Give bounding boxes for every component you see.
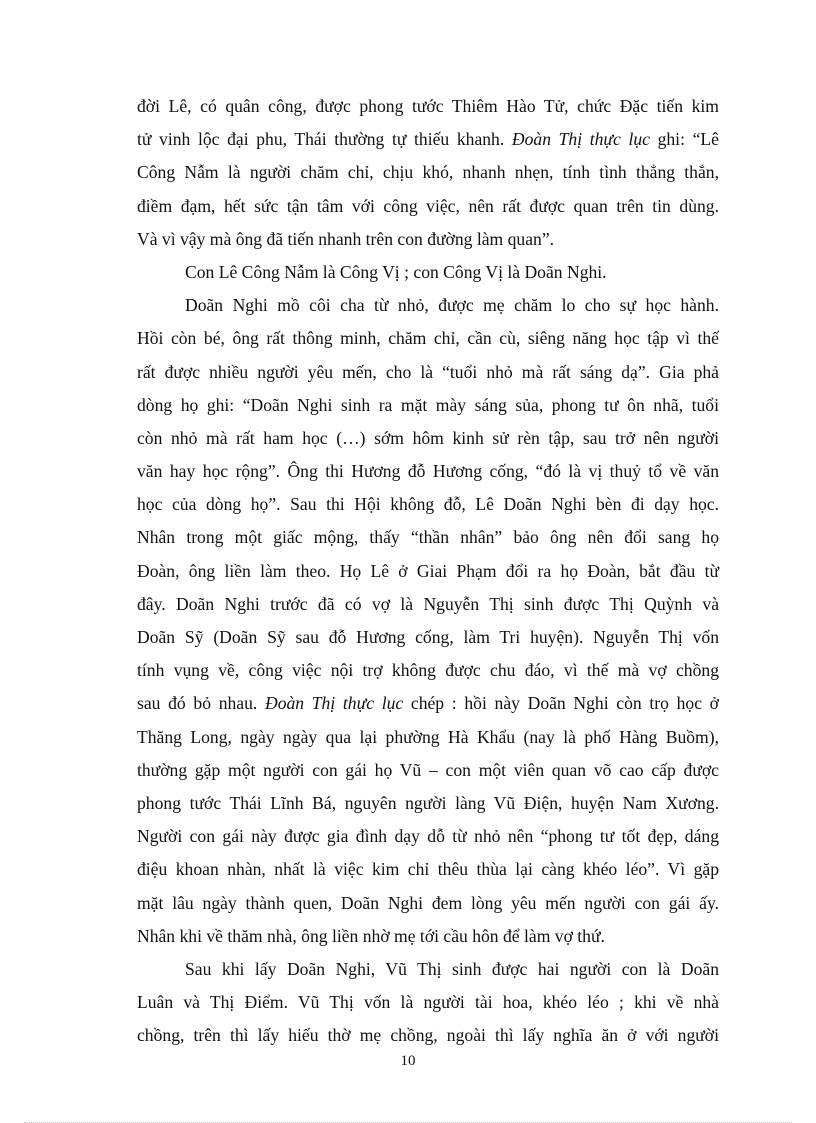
- text-run: sau đó bỏ nhau.: [137, 693, 265, 714]
- text-run: tử vinh lộc đại phu, Thái thường tự thiếu khanh.: [137, 129, 512, 150]
- paragraph-4: [137, 953, 719, 1053]
- text-run: chép : hồi này Doãn Nghi còn trọ học ở: [403, 693, 719, 714]
- text-line: Hồi còn bé, ông rất thông minh, chăm chỉ, cần cù, siêng năng học tập vì thế: [137, 328, 719, 349]
- text-line: Và vì vậy mà ông đã tiến nhanh trên con đường làm quan”.: [137, 228, 555, 249]
- text-line: phong tước Thái Lĩnh Bá, nguyên người làng Vũ Điện, huyện Nam Xương.: [137, 792, 719, 813]
- text-line: Đoàn, ông liền làm theo. Họ Lê ở Giai Phạm đổi ra họ Đoàn, bắt đầu từ: [137, 560, 719, 581]
- text-line: Luân và Thị Điểm. Vũ Thị vốn là người tài hoa, khéo léo ; khi về nhà: [137, 992, 719, 1013]
- paragraph-1: [137, 90, 719, 256]
- text-line: Sau khi lấy Doãn Nghi, Vũ Thị sinh được hai người con là Doãn: [185, 958, 719, 979]
- text-line: Người con gái này được gia đình dạy dỗ từ nhỏ nên “phong tư tốt đẹp, dáng: [137, 826, 719, 847]
- text-line: Công Nẫm là người chăm chỉ, chịu khó, nhanh nhẹn, tính tình thẳng thắn,: [137, 162, 719, 183]
- text-line: thường gặp một người con gái họ Vũ – con một viên quan võ cao cấp được: [137, 759, 719, 780]
- text-line: điệu khoan nhàn, nhất là việc kim chỉ thêu thùa lại càng khéo léo”. Vì gặp: [137, 859, 719, 880]
- text-line: [137, 687, 719, 720]
- book-title-italic: Đoàn Thị thực lục: [511, 129, 650, 150]
- text-line: Thăng Long, ngày ngày qua lại phường Hà Khẩu (nay là phố Hàng Buồm),: [137, 726, 719, 747]
- text-line: đời Lê, có quân công, được phong tước Thiêm Hào Tử, chức Đặc tiến kim: [137, 96, 719, 116]
- text-line: Nhân trong một giấc mộng, thấy “thần nhân” bảo ông nên đổi sang họ: [137, 527, 719, 548]
- text-line: đây. Doãn Nghi trước đã có vợ là Nguyễn Thị sinh được Thị Quỳnh và: [137, 593, 719, 614]
- paragraph-3: [137, 289, 719, 953]
- text-line: Doãn Nghi mồ côi cha từ nhỏ, được mẹ chăm lo cho sự học hành.: [185, 295, 719, 316]
- text-line: còn nhỏ mà rất ham học (…) sớm hôm kinh sử rèn tập, sau trở nên người: [137, 427, 719, 448]
- text-line: [137, 123, 719, 156]
- text-line: chồng, trên thì lấy hiếu thờ mẹ chồng, ngoài thì lấy nghĩa ăn ở với người: [137, 1025, 719, 1046]
- text-line: dòng họ ghi: “Doãn Nghi sinh ra mặt mày sáng sủa, phong tư ôn nhã, tuổi: [137, 394, 719, 415]
- text-line: rất được nhiều người yêu mến, cho là “tuổi nhỏ mà rất sáng dạ”. Gia phả: [137, 361, 719, 382]
- text-line: mặt lâu ngày thành quen, Doãn Nghi đem lòng yêu mến người con gái ấy.: [137, 892, 719, 913]
- text-line: Nhân khi về thăm nhà, ông liền nhờ mẹ tới cầu hôn để làm vợ thứ.: [137, 925, 605, 946]
- text-line: học của dòng họ”. Sau thi Hội không đỗ, Lê Doãn Nghi bèn đi dạy học.: [137, 494, 719, 515]
- text-line: văn hay học rộng”. Ông thi Hương đỗ Hương cống, “đó là vị thuỷ tổ về văn: [137, 461, 719, 482]
- text-run: ghi: “Lê: [649, 129, 719, 150]
- text-line: Con Lê Công Nẫm là Công Vị ; con Công Vị là Doãn Nghi.: [185, 261, 607, 282]
- text-line: điềm đạm, hết sức tận tâm với công việc, nên rất được quan trên tin dùng.: [137, 195, 719, 216]
- book-title-italic: Đoàn Thị thực lục: [264, 693, 404, 714]
- text-line: Doãn Sỹ (Doãn Sỹ sau đỗ Hương cống, làm Tri huyện). Nguyễn Thị vốn: [137, 627, 719, 647]
- text-line: tính vụng về, công việc nội trợ không được chu đáo, vì thế mà vợ chồng: [137, 660, 719, 681]
- page-number: 10: [400, 1053, 416, 1069]
- body-text: [137, 90, 719, 1052]
- paragraph-2: [137, 256, 719, 289]
